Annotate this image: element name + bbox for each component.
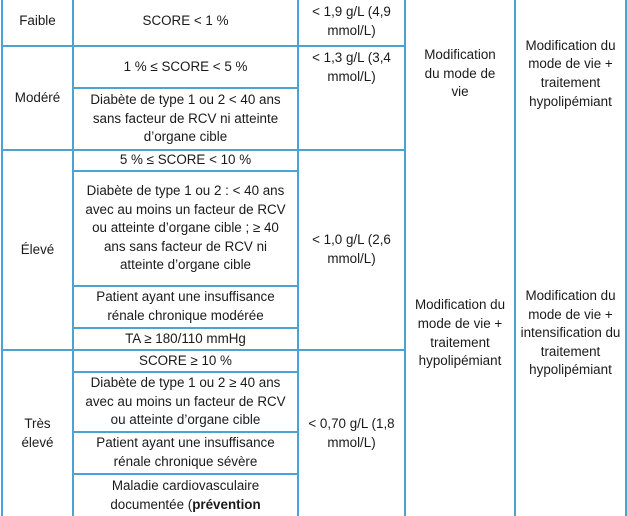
target-modere-text: < 1,3 g/L (3,4 mmol/L): [312, 49, 391, 84]
target-tres-eleve: [298, 350, 405, 516]
target-eleve-text: < 1,0 g/L (2,6 mmol/L): [312, 232, 391, 266]
criterion-eleve-insuffisance-text: Patient ayant une insuffisance rénale chronique modérée: [96, 289, 275, 323]
if-not-reached-faible-modere: [515, 0, 626, 150]
level-modere: Modéré: [2, 46, 73, 150]
if-not-reached-eleve-tres: [515, 150, 626, 516]
level-eleve: Élevé: [2, 150, 73, 350]
first-intention-eleve-tres: [405, 150, 515, 516]
criterion-eleve-ta: TA ≥ 180/110 mmHg: [73, 328, 298, 350]
criterion-tres-insuffisance: [73, 432, 298, 474]
criterion-tres-maladie-bold: prévention: [192, 496, 261, 512]
target-modere: [298, 46, 405, 88]
criterion-modere-score: 1 % ≤ SCORE < 5 %: [73, 46, 298, 88]
criterion-eleve-diabete: [73, 171, 298, 286]
criterion-tres-diabete-text: Diabète de type 1 ou 2 ≥ 40 ans avec au moins un facteur de RCV ou atteinte d’organe cible: [85, 375, 286, 428]
criterion-tres-diabete: [73, 372, 298, 432]
target-tres-eleve-text: < 0,70 g/L (1,8 mmol/L): [308, 416, 395, 450]
first-intention-faible-modere-text: Modification du mode de vie: [424, 47, 496, 100]
ldl-target-table: [1, 0, 627, 516]
criterion-tres-insuffisance-text: Patient ayant une insuffisance rénale chronique sévère: [96, 435, 275, 469]
if-not-reached-eleve-tres-text: Modification du mode de vie + intensification du traitement hypolipémiant: [520, 288, 621, 378]
level-tres-eleve-text: Très élevé: [21, 416, 54, 450]
target-eleve: [298, 150, 405, 350]
criterion-tres-score: SCORE ≥ 10 %: [73, 350, 298, 372]
criterion-eleve-score: 5 % ≤ SCORE < 10 %: [73, 150, 298, 171]
criterion-tres-maladie-text: [83, 477, 288, 514]
criterion-tres-maladie-prefix: Maladie cardiovasculaire documentée (: [110, 478, 260, 512]
criterion-eleve-insuffisance: [73, 286, 298, 328]
criterion-faible-score: SCORE < 1 %: [73, 0, 298, 46]
first-intention-faible-modere: [405, 0, 515, 150]
target-modere-continued: [298, 88, 405, 150]
level-tres-eleve: [2, 350, 73, 516]
criterion-tres-maladie: [73, 474, 298, 516]
criterion-modere-diabete: [73, 88, 298, 150]
criterion-eleve-diabete-text: Diabète de type 1 ou 2 : < 40 ans avec au moins un facteur de RCV ou atteinte d’organe cible ; ≥ 40 ans sans facteur de RCV ni atteinte d’organe cible: [85, 183, 286, 273]
target-faible-text: < 1,9 g/L (4,9 mmol/L): [312, 3, 391, 38]
criterion-modere-diabete-text: Diabète de type 1 ou 2 < 40 ans sans facteur de RCV ni atteinte d’organe cible: [90, 92, 281, 145]
target-faible: [298, 0, 405, 46]
level-faible: Faible: [2, 0, 73, 46]
if-not-reached-faible-modere-text: Modification du mode de vie + traitement hypolipémiant: [525, 37, 616, 109]
first-intention-eleve-tres-text: Modification du mode de vie + traitement hypolipémiant: [414, 297, 506, 369]
